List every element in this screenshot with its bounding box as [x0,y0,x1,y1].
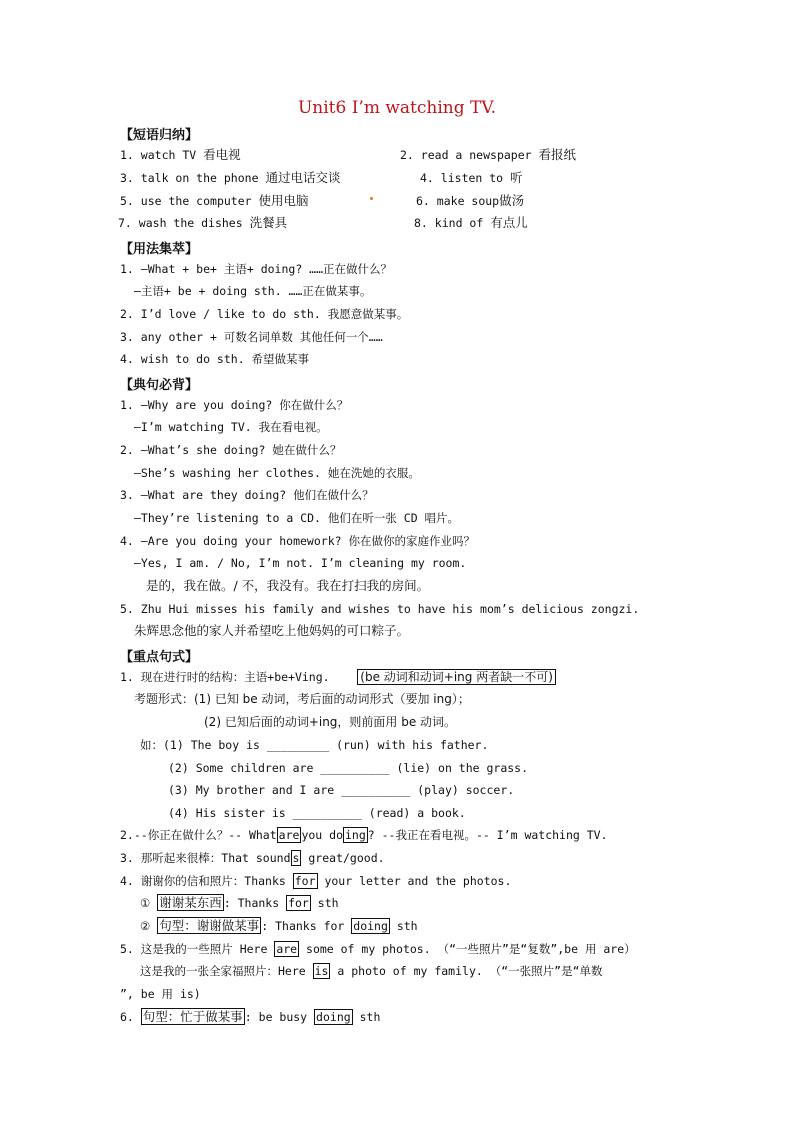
pattern-5-line3: ”, be 用 is) [120,987,201,1001]
pattern-1-form: 考题形式：(1) 已知 be 动词，考后面的动词形式（要加 ing）； [134,692,470,706]
phrase-item: 7. wash the dishes 洗餐具 [118,215,288,230]
phrase-item: 3. talk on the phone 通过电话交谈 [120,170,341,185]
sentence-line: —She’s washing her clothes. 她在洗她的衣服。 [134,466,420,480]
sentence-line: 是的，我在做。/ 不，我没有。我在打扫我的房间。 [146,578,430,593]
section-heading-sentences: 【典句必背】 [120,378,199,393]
sentence-line: 1. —Why are you doing? 你在做什么？ [120,398,349,412]
pattern-1-example: 如：(1) The boy is _________ (run) with his father. [140,738,489,752]
sentence-line: —They’re listening to a CD. 他们在听一张 CD 唱片。 [134,511,460,525]
pattern-4-sub: ① 谢谢某东西 : Thanks for sth [140,895,339,910]
section-heading-usage: 【用法集萃】 [120,242,199,257]
pattern-6: 6. 句型：忙于做某事 : be busy doing sth [120,1009,381,1024]
pattern-4-sub: ② 句型：谢谢做某事 : Thanks for doing sth [140,918,418,933]
sentence-line: 4. —Are you doing your homework? 你在做你的家庭作业吗？ [120,534,475,548]
pattern-1-example: (2) Some children are __________ (lie) on the grass. [168,761,529,775]
sentence-line: —I’m watching TV. 我在看电视。 [134,420,328,434]
sentence-line: —Yes, I am. / No, I’m not. I’m cleaning my room. [134,556,467,570]
pattern-2: 2.--你正在做什么？-- What are you do ing ? --我正在看电视。-- I’m watching TV. [120,828,608,842]
usage-line: 3. any other + 可数名词单数 其他任何一个…… [120,330,383,344]
phrase-item: 4. listen to 听 [420,170,523,185]
sentence-line: 朱辉思念他的家人并希望吃上他妈妈的可口粽子。 [134,623,410,638]
usage-line: —主语+ be + doing sth. ……正在做某事。 [134,284,372,298]
pattern-1-form: (2) 已知后面的动词+ing，则前面用 be 动词。 [204,715,457,729]
phrase-item: 6. make soup做汤 [416,193,525,208]
pattern-1: 1. 现在进行时的结构：主语+be+Ving. (be 动词和动词+ing 两者缺一不可) [120,669,556,685]
usage-line: 2. I’d love / like to do sth. 我愿意做某事。 [120,307,409,321]
boxed-note: (be 动词和动词+ing 两者缺一不可) [357,669,556,685]
usage-line: 1. —What + be+ 主语+ doing? ……正在做什么？ [120,262,393,276]
stray-dot [370,197,373,200]
section-heading-phrases: 【短语归纳】 [120,128,199,143]
pattern-1-example: (4) His sister is __________ (read) a book. [168,806,466,820]
pattern-4: 4. 谢谢你的信和照片：Thanks for your letter and the photos. [120,874,512,888]
usage-line: 4. wish to do sth. 希望做某事 [120,352,310,366]
sentence-line: 2. —What’s she doing? 她在做什么？ [120,443,342,457]
page-title: Unit6 I’m watching TV. [297,98,497,118]
sentence-line: 3. —What are they doing? 他们在做什么？ [120,488,374,502]
phrase-item: 5. use the computer 使用电脑 [120,193,309,208]
pattern-3: 3. 那听起来很棒：That sound s great/good. [120,851,385,865]
phrase-item: 2. read a newspaper 看报纸 [400,147,577,162]
sentence-line: 5. Zhu Hui misses his family and wishes to have his mom’s delicious zongzi. [120,602,640,616]
pattern-1-example: (3) My brother and I are __________ (play) soccer. [168,783,515,797]
section-heading-patterns: 【重点句式】 [120,650,199,665]
pattern-5-line2: 这是我的一张全家福照片：Here is a photo of my family. （“一张照片”是“单数 [140,964,603,978]
phrase-item: 8. kind of 有点儿 [414,215,528,230]
phrase-item: 1. watch TV 看电视 [120,147,241,162]
pattern-5: 5. 这是我的一些照片 Here are some of my photos. （“一些照片”是“复数”,be 用 are） [120,942,636,956]
